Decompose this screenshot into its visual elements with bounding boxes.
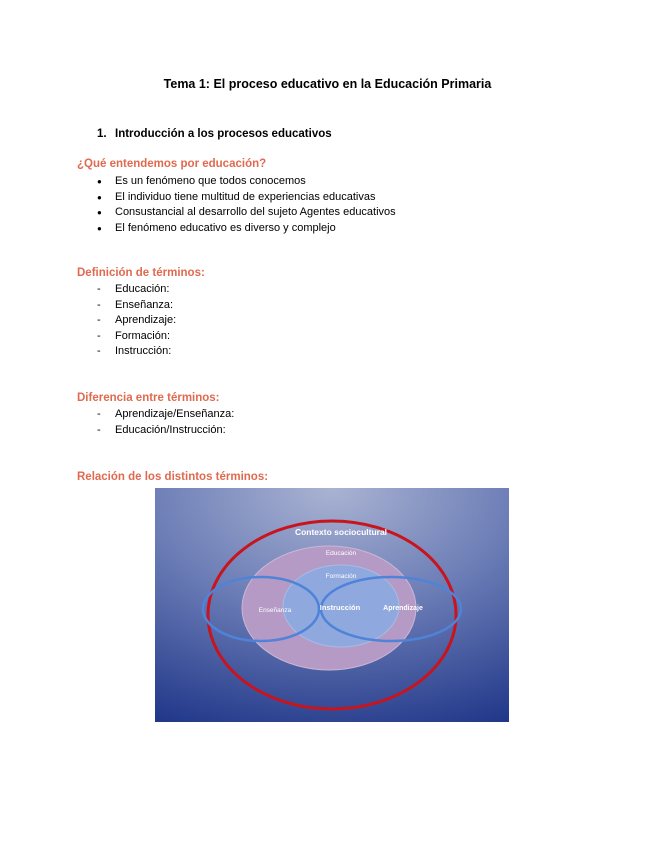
section-number: 1. <box>97 128 107 140</box>
terms-relation-diagram <box>155 488 509 722</box>
list-item: ● Consustancial al desarrollo del sujeto Agentes educativos <box>97 205 396 221</box>
list-item: - Enseñanza: <box>97 298 176 314</box>
list-item: - Instrucción: <box>97 344 176 360</box>
list-item: ● El fenómeno educativo es diverso y complejo <box>97 221 396 237</box>
definitions-list <box>97 282 176 360</box>
list-item: ● El individuo tiene multitud de experiencias educativas <box>97 190 396 206</box>
teaching-label: Enseñanza <box>258 607 292 614</box>
learning-label: Aprendizaje <box>383 605 423 612</box>
differences-heading: Diferencia entre términos: <box>77 392 220 404</box>
instruction-label: Instrucción <box>319 603 361 612</box>
formation-label: Formación <box>325 573 357 580</box>
relation-heading: Relación de los distintos términos: <box>77 471 269 483</box>
differences-list <box>97 407 234 438</box>
section-heading <box>97 128 332 140</box>
list-item: - Educación: <box>97 282 176 298</box>
context-label: Contexto sociocultural <box>294 527 388 537</box>
definitions-heading: Definición de términos: <box>77 267 205 279</box>
education-question-heading: ¿Qué entendemos por educación? <box>77 158 267 170</box>
list-item: - Educación/Instrucción: <box>97 423 234 439</box>
list-item: - Aprendizaje: <box>97 313 176 329</box>
list-item: ● Es un fenómeno que todos conocemos <box>97 174 396 190</box>
page-title: Tema 1: El proceso educativo en la Educación Primaria <box>163 77 492 91</box>
list-item: - Formación: <box>97 329 176 345</box>
list-item: - Aprendizaje/Enseñanza: <box>97 407 234 423</box>
section-title: Introducción a los procesos educativos <box>115 128 332 140</box>
education-bullet-list <box>97 174 396 236</box>
education-label: Educación <box>325 550 357 557</box>
